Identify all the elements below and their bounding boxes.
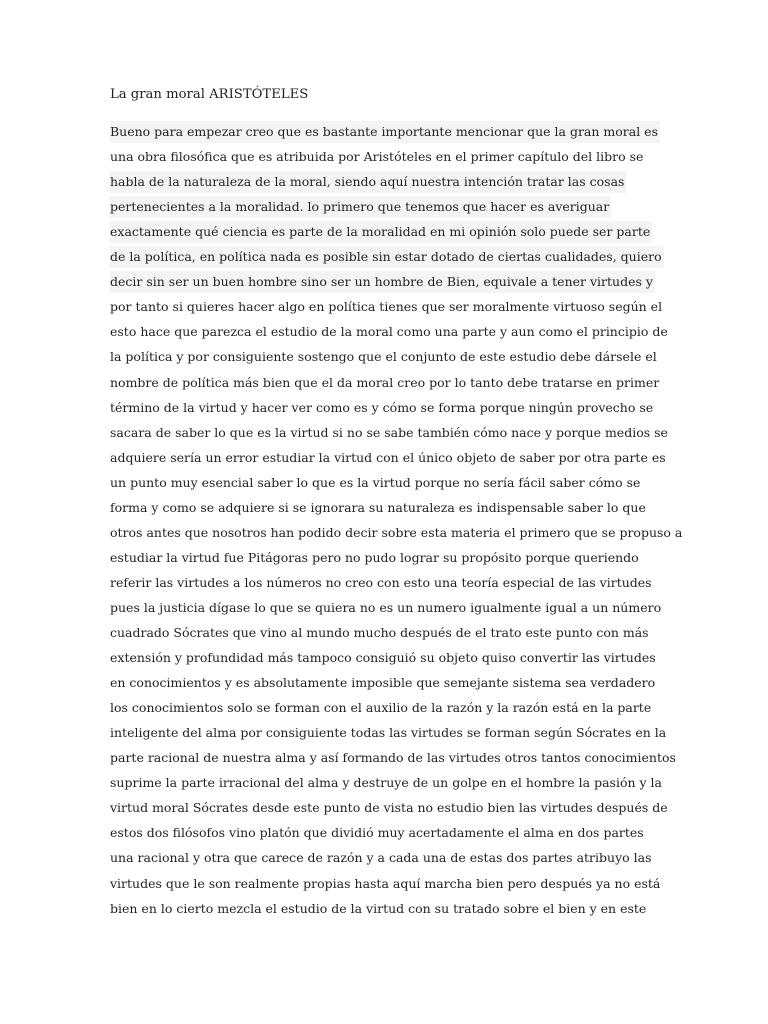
body-text-line: una racional y otra que carece de razón y a cada una de estas dos partes atribuyo las xyxy=(110,850,652,866)
body-text-line: parte racional de nuestra alma y así formando de las virtudes otros tantos conocimientos xyxy=(110,750,676,766)
body-text-line: pertenecientes a la moralidad. lo primero que tenemos que hacer es averiguar xyxy=(110,196,611,218)
body-text-line: exactamente qué ciencia es parte de la moralidad en mi opinión solo puede ser parte xyxy=(110,221,652,243)
body-text-line: estos dos filósofos vino platón que dividió muy acertadamente el alma en dos partes xyxy=(110,825,644,841)
body-text-line: referir las virtudes a los números no creo con esto una teoría especial de las virtudes xyxy=(110,574,652,590)
body-text-line: habla de la naturaleza de la moral, siendo aquí nuestra intención tratar las cosas xyxy=(110,171,626,193)
body-text-line: extensión y profundidad más tampoco consiguió su objeto quiso convertir las virtudes xyxy=(110,650,656,666)
body-text-line: un punto muy esencial saber lo que es la virtud porque no sería fácil saber cómo se xyxy=(110,474,641,490)
body-text-line: suprime la parte irracional del alma y destruye de un golpe en el hombre la pasión y la xyxy=(110,775,662,791)
body-text-line: los conocimientos solo se forman con el auxilio de la razón y la razón está en la parte xyxy=(110,700,652,716)
body-text-line: la política y por consiguiente sostengo que el conjunto de este estudio debe dársele el xyxy=(110,349,657,365)
body-text-line: por tanto si quieres hacer algo en política tienes que ser moralmente virtuoso según el xyxy=(110,299,663,315)
body-text-line: cuadrado Sócrates que vino al mundo mucho después de el trato este punto con más xyxy=(110,625,649,640)
body-text-line: sacara de saber lo que es la virtud si no se sabe también cómo nace y porque medios se xyxy=(110,424,668,440)
body-text-line: esto hace que parezca el estudio de la moral como una parte y aun como el principio de xyxy=(110,324,668,340)
body-text-line: forma y como se adquiere si se ignorara su naturaleza es indispensable saber lo que xyxy=(110,499,646,515)
body-text-line: una obra filosófica que es atribuida por Aristóteles en el primer capítulo del libro se xyxy=(110,149,644,165)
body-text-line: pues la justicia dígase lo que se quiera no es un numero igualmente igual a un número xyxy=(110,599,662,615)
body-text-line: estudiar la virtud fue Pitágoras pero no pudo lograr su propósito porque queriendo xyxy=(110,549,639,565)
body-text-line: decir sin ser un buen hombre sino ser un hombre de Bien, equivale a tener virtudes y xyxy=(110,271,655,293)
body-text-line: en conocimientos y es absolutamente imposible que semejante sistema sea verdadero xyxy=(110,675,656,691)
document-title: La gran moral ARISTÓTELES xyxy=(110,87,309,102)
body-text-line: de la política, en política nada es posible sin estar dotado de ciertas cualidades, quiero xyxy=(110,246,664,268)
body-text-line: otros antes que nosotros han podido decir sobre esta materia el primero que se propuso a xyxy=(110,524,683,540)
body-text-line: nombre de política más bien que el da moral creo por lo tanto debe tratarse en primer xyxy=(110,374,660,390)
body-text-line: virtud moral Sócrates desde este punto de vista no estudio bien las virtudes después de xyxy=(110,800,668,816)
body-text-line: virtudes que le son realmente propias hasta aquí marcha bien pero después ya no está xyxy=(110,875,661,891)
body-text-line: Bueno para empezar creo que es bastante importante mencionar que la gran moral es xyxy=(110,121,660,143)
body-text-line: término de la virtud y hacer ver como es y cómo se forma porque ningún provecho se xyxy=(110,399,654,415)
body-text-line: bien en lo cierto mezcla el estudio de la virtud con su tratado sobre el bien y en este xyxy=(110,900,647,916)
body-text-line: inteligente del alma por consiguiente todas las virtudes se forman según Sócrates en la xyxy=(110,725,667,741)
body-text-line: adquiere sería un error estudiar la virtud con el único objeto de saber por otra parte es xyxy=(110,449,666,465)
